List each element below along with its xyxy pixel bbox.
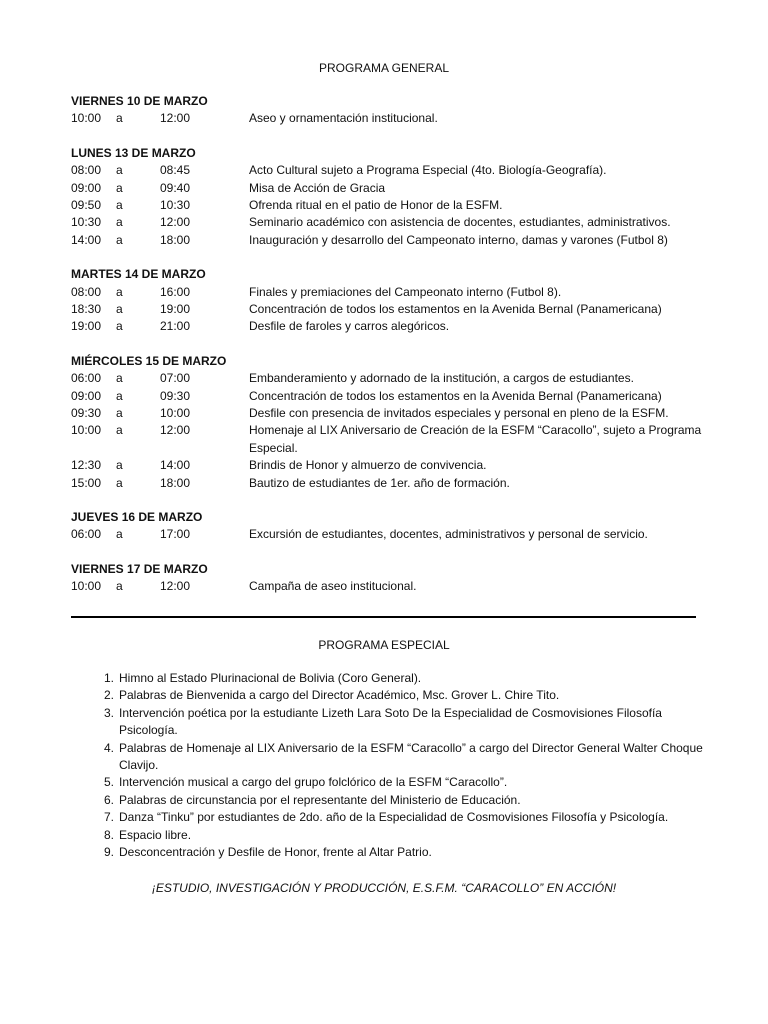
end-time: 10:30 xyxy=(160,198,191,212)
event-description: Desfile con presencia de invitados especiales y personal en pleno de la ESFM. xyxy=(249,406,669,421)
event-description: Acto Cultural sujeto a Programa Especial (4to. Biología-Geografía). xyxy=(249,163,607,178)
start-time: 09:30 xyxy=(71,406,102,421)
day-heading: LUNES 13 DE MARZO xyxy=(71,145,196,160)
day-heading: VIERNES 10 DE MARZO xyxy=(71,94,208,108)
start-time: 10:30 xyxy=(71,215,102,230)
event-description: Aseo y ornamentación institucional. xyxy=(249,111,438,126)
event-description: Concentración de todos los estamentos en la Avenida Bernal (Panamericana) xyxy=(249,302,662,317)
schedule-row xyxy=(71,197,711,214)
event-description: Bautizo de estudiantes de 1er. año de formación. xyxy=(249,475,510,490)
list-item xyxy=(71,792,711,809)
list-item xyxy=(71,670,711,687)
end-time: 12:00 xyxy=(160,423,191,438)
item-text: Palabras de Bienvenida a cargo del Director Académico, Msc. Grover L. Chire Tito. xyxy=(119,688,560,703)
event-description: Ofrenda ritual en el patio de Honor de la ESFM. xyxy=(249,198,503,212)
end-time: 14:00 xyxy=(160,458,191,473)
item-number: 5. xyxy=(103,775,114,790)
item-number: 3. xyxy=(103,705,114,720)
schedule-row xyxy=(71,475,711,492)
schedule-day xyxy=(71,561,711,596)
schedule-row xyxy=(71,405,711,422)
item-text: Palabras de circunstancia por el representante del Ministerio de Educación. xyxy=(119,792,521,807)
start-time: 08:00 xyxy=(71,163,102,178)
schedule-row xyxy=(71,318,711,335)
time-separator: a xyxy=(116,475,123,490)
event-description: Desfile de faroles y carros alegóricos. xyxy=(249,319,450,334)
list-item xyxy=(71,844,711,861)
end-time: 12:00 xyxy=(160,579,191,594)
schedule-day xyxy=(71,353,711,492)
programa-general-title: PROGRAMA GENERAL xyxy=(318,61,450,75)
end-time: 09:30 xyxy=(160,388,191,403)
item-number: 9. xyxy=(103,845,114,860)
schedule-day xyxy=(71,145,711,249)
event-description: Excursión de estudiantes, docentes, administrativos y personal de servicio. xyxy=(249,527,648,542)
item-number: 6. xyxy=(103,792,114,807)
time-separator: a xyxy=(116,111,123,126)
start-time: 10:00 xyxy=(71,579,102,594)
time-separator: a xyxy=(116,527,123,542)
event-description: Finales y premiaciones del Campeonato interno (Futbol 8). xyxy=(249,284,562,299)
schedule-row xyxy=(71,284,711,301)
start-time: 15:00 xyxy=(71,475,102,490)
time-separator: a xyxy=(116,163,123,178)
time-separator: a xyxy=(116,406,123,421)
schedule-row xyxy=(71,526,711,543)
day-heading: JUEVES 16 DE MARZO xyxy=(71,510,203,525)
end-time: 09:40 xyxy=(160,180,191,195)
time-separator: a xyxy=(116,180,123,195)
list-item xyxy=(71,774,711,791)
list-item xyxy=(71,687,711,704)
start-time: 19:00 xyxy=(71,319,102,334)
item-text: Danza “Tinku” por estudiantes de 2do. año de la Especialidad de Cosmovisiones Filosofía y Psicología. xyxy=(119,810,669,825)
start-time: 06:00 xyxy=(71,371,102,386)
event-description: Inauguración y desarrollo del Campeonato interno, damas y varones (Futbol 8) xyxy=(249,232,668,247)
start-time: 09:00 xyxy=(71,388,102,403)
list-item xyxy=(71,827,711,844)
programa-especial-title: PROGRAMA ESPECIAL xyxy=(318,638,450,652)
schedule-row xyxy=(71,457,711,474)
schedule-row xyxy=(71,301,711,318)
schedule-row xyxy=(71,578,711,595)
start-time: 18:30 xyxy=(71,302,102,317)
schedule-day xyxy=(71,93,711,128)
item-number: 7. xyxy=(103,810,114,825)
schedule-row xyxy=(71,388,711,405)
item-text: Intervención poética por la estudiante Lizeth Lara Soto De la Especialidad de Cosmovisiones Filosofía Psicología. xyxy=(119,705,662,738)
event-description: Campaña de aseo institucional. xyxy=(249,579,417,594)
schedule-row xyxy=(71,214,711,231)
event-description: Homenaje al LIX Aniversario de Creación de la ESFM “Caracollo”, sujeto a Programa Especial. xyxy=(249,423,702,455)
day-heading: VIERNES 17 DE MARZO xyxy=(71,561,208,576)
time-separator: a xyxy=(116,232,123,247)
start-time: 09:00 xyxy=(71,180,102,195)
item-text: Himno al Estado Plurinacional de Bolivia (Coro General). xyxy=(119,671,422,685)
end-time: 12:00 xyxy=(160,111,191,126)
list-item xyxy=(71,809,711,826)
special-program-list xyxy=(71,670,711,861)
item-text: Espacio libre. xyxy=(119,827,192,842)
start-time: 08:00 xyxy=(71,284,102,299)
item-text: Intervención musical a cargo del grupo folclórico de la ESFM “Caracollo”. xyxy=(119,775,508,790)
start-time: 12:30 xyxy=(71,458,102,473)
time-separator: a xyxy=(116,423,123,438)
schedule-row xyxy=(71,422,711,457)
schedule-row xyxy=(71,370,711,387)
list-item xyxy=(71,740,711,775)
end-time: 19:00 xyxy=(160,302,191,317)
time-separator: a xyxy=(116,302,123,317)
time-separator: a xyxy=(116,198,123,212)
start-time: 10:00 xyxy=(71,423,102,438)
schedule-row xyxy=(71,162,711,179)
item-number: 1. xyxy=(103,671,114,685)
end-time: 17:00 xyxy=(160,527,191,542)
item-number: 2. xyxy=(103,688,114,703)
end-time: 21:00 xyxy=(160,319,191,334)
day-heading: MARTES 14 DE MARZO xyxy=(71,267,206,282)
event-description: Embanderamiento y adornado de la institución, a cargos de estudiantes. xyxy=(249,371,634,386)
time-separator: a xyxy=(116,371,123,386)
time-separator: a xyxy=(116,284,123,299)
schedule-row xyxy=(71,232,711,249)
schedule-row xyxy=(71,110,711,127)
item-text: Desconcentración y Desfile de Honor, frente al Altar Patrio. xyxy=(119,845,432,860)
end-time: 18:00 xyxy=(160,232,191,247)
event-description: Misa de Acción de Gracia xyxy=(249,180,386,195)
slogan: ¡ESTUDIO, INVESTIGACIÓN Y PRODUCCIÓN, E.S.F.M. “CARACOLLO” EN ACCIÓN! xyxy=(151,881,617,895)
time-separator: a xyxy=(116,215,123,230)
item-text: Palabras de Homenaje al LIX Aniversario de la ESFM “Caracollo” a cargo del Director General Walter Choque Clavijo. xyxy=(119,740,703,773)
end-time: 07:00 xyxy=(160,371,191,386)
start-time: 10:00 xyxy=(71,111,102,126)
schedule xyxy=(71,93,711,613)
end-time: 18:00 xyxy=(160,475,191,490)
start-time: 14:00 xyxy=(71,232,102,247)
start-time: 09:50 xyxy=(71,198,102,212)
section-divider xyxy=(71,616,696,618)
schedule-day xyxy=(71,266,711,336)
schedule-day xyxy=(71,509,711,544)
list-item xyxy=(71,705,711,740)
item-number: 4. xyxy=(103,740,114,755)
time-separator: a xyxy=(116,388,123,403)
end-time: 12:00 xyxy=(160,215,191,230)
event-description: Concentración de todos los estamentos en la Avenida Bernal (Panamericana) xyxy=(249,388,662,403)
day-heading: MIÉRCOLES 15 DE MARZO xyxy=(71,353,227,368)
item-number: 8. xyxy=(103,827,114,842)
event-description: Seminario académico con asistencia de docentes, estudiantes, administrativos. xyxy=(249,215,671,230)
end-time: 08:45 xyxy=(160,163,191,178)
schedule-row xyxy=(71,180,711,197)
start-time: 06:00 xyxy=(71,527,102,542)
time-separator: a xyxy=(116,579,123,594)
time-separator: a xyxy=(116,458,123,473)
end-time: 10:00 xyxy=(160,406,191,421)
event-description: Brindis de Honor y almuerzo de convivencia. xyxy=(249,458,487,473)
time-separator: a xyxy=(116,319,123,334)
end-time: 16:00 xyxy=(160,284,191,299)
